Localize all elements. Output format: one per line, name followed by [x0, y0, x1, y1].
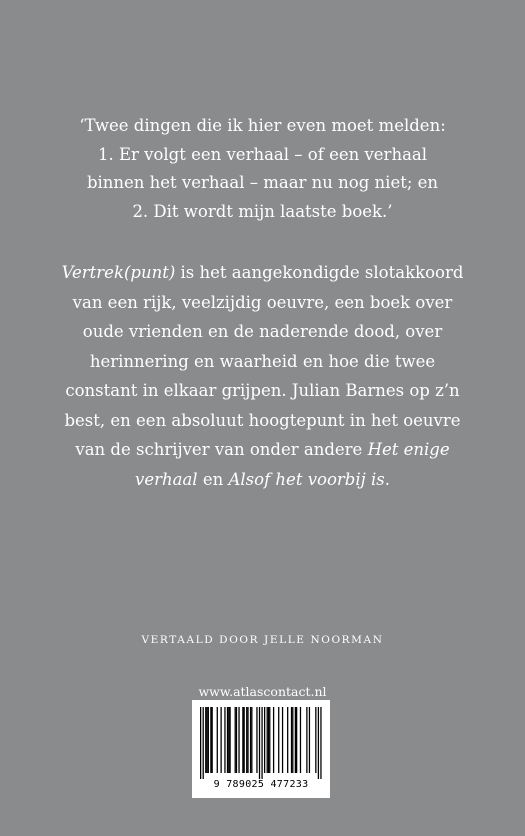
barcode-bar — [295, 707, 296, 773]
barcode-bar — [264, 707, 265, 773]
barcode-bar — [278, 707, 279, 773]
translator-credit: VERTAALD DOOR JELLE NOORMAN — [141, 634, 384, 646]
barcode-bars — [200, 707, 322, 779]
barcode-bar — [309, 707, 310, 773]
quote-line: 2. Dit wordt mijn laatste boek.’ — [132, 201, 393, 221]
barcode-bar — [300, 707, 301, 773]
blurb-text: is het aangekondigde slotakkoord — [175, 263, 464, 282]
barcode-bar — [256, 707, 257, 773]
barcode-bar — [259, 707, 260, 779]
blurb-text: en — [197, 469, 229, 489]
blurb-line: oude vrienden en de naderende dood, over — [82, 322, 443, 341]
blurb-text: van de schrijver van onder andere — [75, 440, 368, 459]
barcode-bar — [315, 707, 316, 773]
barcode-bar — [292, 707, 293, 773]
back-cover-blurb — [30, 258, 495, 494]
quote-line: binnen het verhaal – maar nu nog niet; en — [86, 173, 439, 192]
barcode-bar — [208, 707, 209, 773]
barcode-bar — [246, 707, 247, 773]
blurb-line: best, en een absoluut hoogtepunt in het oeuvre — [64, 410, 461, 430]
barcode-bar — [227, 707, 228, 773]
quote-line: 1. Er volgt een verhaal – of een verhaal — [97, 144, 428, 164]
barcode-bar — [267, 707, 268, 773]
barcode-bar — [217, 707, 218, 773]
barcode-bar — [224, 707, 225, 773]
barcode-bar — [206, 707, 207, 773]
barcode-bar — [238, 707, 239, 773]
barcode-bar — [287, 707, 288, 773]
book-title: Vertrek(punt) — [61, 263, 176, 282]
barcode-bar — [220, 707, 221, 773]
back-cover-quote — [40, 112, 485, 226]
barcode-bar — [235, 707, 236, 773]
barcode-bar — [320, 707, 321, 779]
barcode-bar — [269, 707, 270, 773]
book-title: Het enige — [367, 440, 450, 459]
barcode-bar — [261, 707, 262, 779]
barcode-bar — [212, 707, 213, 773]
barcode-bar — [291, 707, 292, 773]
barcode — [192, 700, 330, 798]
blurb-line: constant in elkaar grijpen. Julian Barnes op z’n — [65, 381, 460, 400]
blurb-line: van een rijk, veelzijdig oeuvre, een boek over — [72, 292, 453, 312]
barcode-bar — [228, 707, 229, 773]
barcode-bar — [296, 707, 297, 773]
blurb-line — [30, 465, 495, 495]
barcode-bar — [268, 707, 269, 773]
barcode-bar — [210, 707, 211, 773]
barcode-bar — [273, 707, 274, 773]
blurb-text: . — [384, 469, 390, 489]
publisher-website: www.atlascontact.nl — [198, 684, 327, 699]
barcode-bar — [251, 707, 252, 773]
barcode-bar — [282, 707, 283, 773]
barcode-bar — [244, 707, 245, 773]
barcode-bar — [205, 707, 206, 773]
blurb-line — [30, 258, 495, 288]
isbn-number: 9 789025 477233 — [213, 779, 309, 790]
barcode-bar — [242, 707, 243, 773]
blurb-line — [30, 435, 495, 465]
quote-line: ‘Twee dingen die ik hier even moet melden: — [79, 116, 446, 135]
book-title: verhaal — [135, 469, 198, 489]
book-title: Alsof het voorbij is — [228, 469, 385, 489]
barcode-bar — [306, 707, 307, 773]
barcode-bar — [229, 707, 230, 773]
barcode-bar — [200, 707, 201, 779]
barcode-bar — [247, 707, 248, 773]
barcode-bar — [318, 707, 319, 779]
barcode-bar — [250, 707, 251, 773]
blurb-line: herinnering en waarheid en hoe die twee — [89, 351, 436, 371]
barcode-bar — [236, 707, 237, 773]
barcode-bar — [203, 707, 204, 779]
